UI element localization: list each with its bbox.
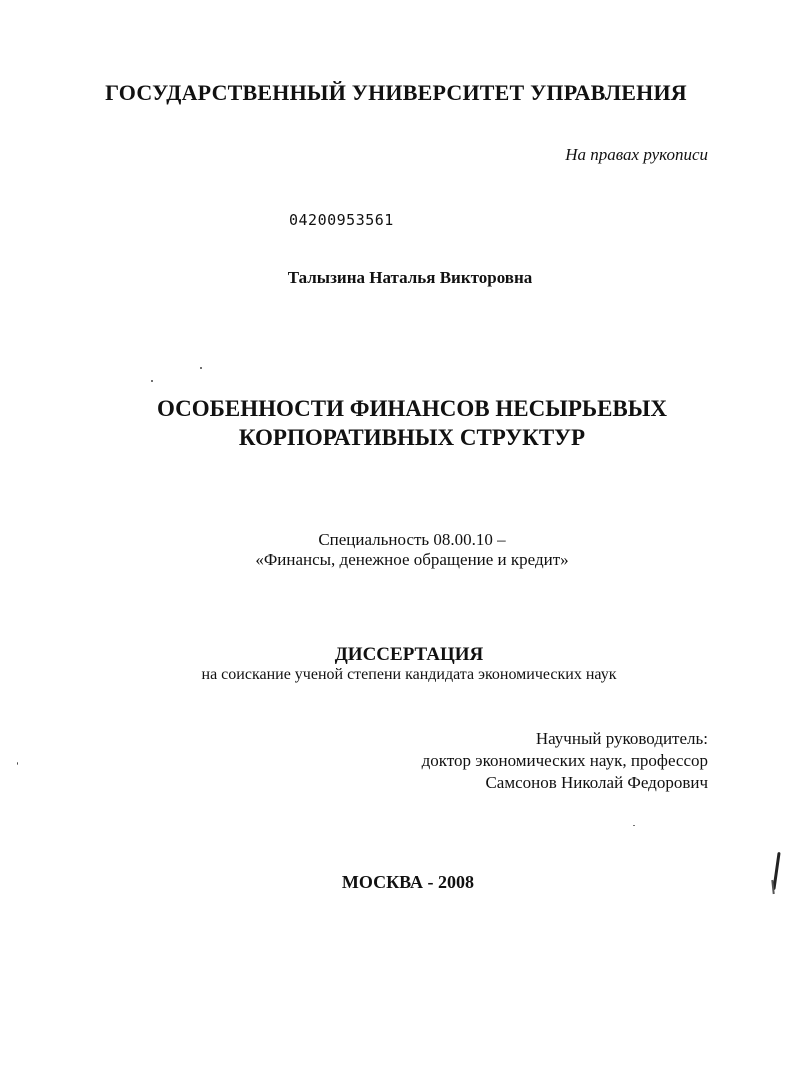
title-line-2: КОРПОРАТИВНЫХ СТРУКТУР <box>238 425 586 450</box>
scan-speck <box>17 762 18 765</box>
scan-speck <box>151 380 153 382</box>
supervisor-name: Самсонов Николай Федорович <box>485 773 708 792</box>
city-year: МОСКВА - 2008 <box>341 872 475 892</box>
author-name: Талызина Наталья Викторовна <box>287 268 533 287</box>
university-name: ГОСУДАРСТВЕННЫЙ УНИВЕРСИТЕТ УПРАВЛЕНИЯ <box>105 80 687 105</box>
specialty-line-1: Специальность 08.00.10 – <box>318 530 506 549</box>
dissertation-label: ДИССЕРТАЦИЯ <box>334 644 484 665</box>
dissertation-subtitle: на соискание ученой степени кандидата экономических наук <box>201 666 617 683</box>
supervisor-label: Научный руководитель: <box>535 729 708 748</box>
manuscript-note: На правах рукописи <box>565 145 708 164</box>
scan-speck <box>633 825 635 826</box>
specialty <box>0 530 792 570</box>
specialty-line-2: «Финансы, денежное обращение и кредит» <box>255 550 569 569</box>
scan-speck <box>200 367 202 369</box>
supervisor-degree: доктор экономических наук, профессор <box>421 751 708 770</box>
title-line-1: ОСОБЕННОСТИ ФИНАНСОВ НЕСЫРЬЕВЫХ <box>157 396 667 421</box>
supervisor-block <box>422 728 708 794</box>
registry-code: 04200953561 <box>289 211 394 229</box>
dissertation-title <box>0 394 792 452</box>
